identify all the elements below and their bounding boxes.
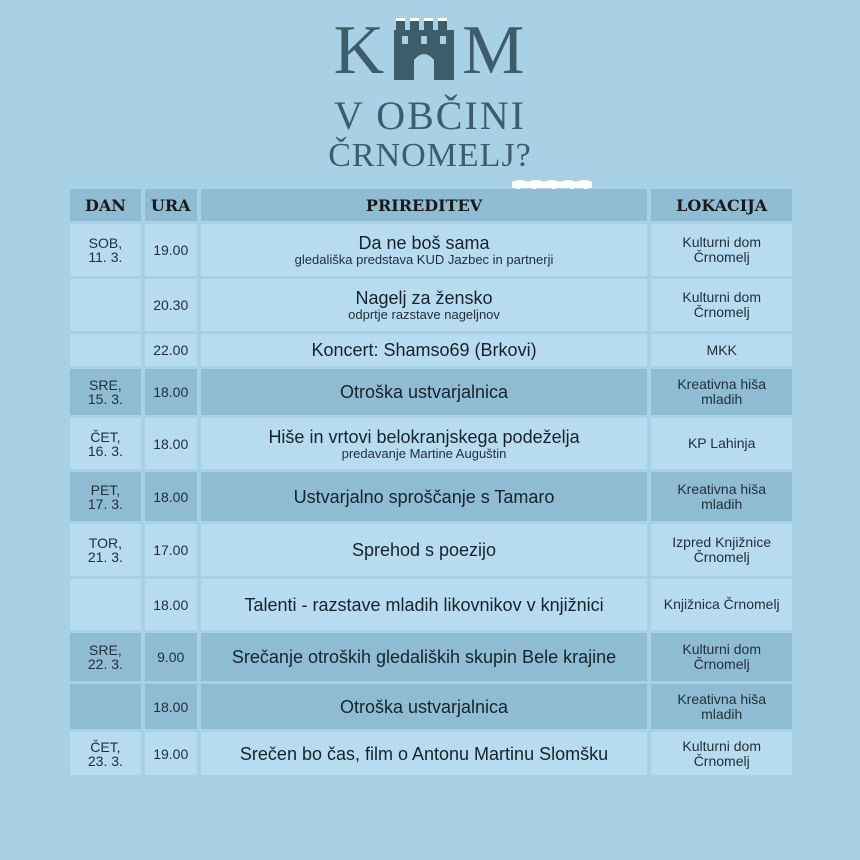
event-title: Ustvarjalno sproščanje s Tamaro — [293, 486, 555, 507]
cell-dan — [70, 579, 141, 630]
table-row — [70, 224, 792, 276]
cell-prireditev — [201, 279, 648, 331]
cell-ura: 17.00 — [145, 524, 197, 576]
cell-dan — [70, 684, 141, 729]
day-date: 17. 3. — [87, 495, 123, 512]
event-title: Otroška ustvarjalnica — [339, 696, 509, 717]
cell-lokacija: Kreativna hiša mladih — [651, 684, 792, 729]
table-row — [70, 524, 792, 576]
cell-lokacija: Kreativna hiša mladih — [651, 369, 792, 415]
day-date: 11. 3. — [88, 249, 123, 265]
cell-prireditev — [201, 472, 648, 521]
cell-ura: 19.00 — [145, 732, 197, 775]
cell-prireditev — [201, 732, 648, 775]
cell-prireditev — [201, 224, 648, 276]
cell-ura: 18.00 — [145, 472, 197, 521]
event-subtitle: predavanje Martine Auguštin — [341, 445, 507, 461]
cell-lokacija: Kreativna hiša mladih — [651, 472, 792, 521]
table-row — [70, 732, 792, 775]
cell-lokacija: MKK — [651, 334, 792, 366]
page-title-kam — [0, 12, 860, 89]
cell-prireditev — [201, 418, 648, 469]
event-title: Srečen bo čas, film o Antonu Martinu Slomšku — [239, 743, 609, 764]
cell-dan — [70, 418, 141, 469]
cell-lokacija: KP Lahinja — [651, 418, 792, 469]
cell-dan — [70, 279, 141, 331]
column-header-dan: DAN — [70, 189, 141, 221]
cell-ura: 19.00 — [145, 224, 197, 276]
table-header-row — [70, 189, 792, 221]
column-header-ura: URA — [145, 189, 197, 221]
event-title: Da ne boš sama — [358, 233, 490, 253]
day-date: 21. 3. — [87, 549, 123, 565]
event-title: Sprehod s poezijo — [351, 540, 497, 560]
cell-dan — [70, 334, 141, 366]
day-date: 16. 3. — [87, 442, 123, 459]
castle-tower-icon — [392, 18, 456, 80]
day-name: PET, — [90, 481, 121, 498]
day-name: ČET, — [90, 738, 121, 755]
cell-lokacija: Kulturni dom Črnomelj — [651, 732, 792, 775]
cell-ura: 22.00 — [145, 334, 197, 366]
cell-ura: 9.00 — [145, 633, 197, 681]
table-row — [70, 684, 792, 729]
event-subtitle: gledališka predstava KUD Jazbec in partnerji — [294, 252, 554, 267]
day-name: TOR, — [88, 535, 122, 551]
cell-lokacija: Kulturni dom Črnomelj — [651, 224, 792, 276]
cell-prireditev — [201, 633, 648, 681]
column-header-lokacija: LOKACIJA — [651, 189, 792, 221]
title-letter-k: K — [333, 12, 387, 89]
event-title: Srečanje otroških gledaliških skupin Bele krajine — [231, 647, 617, 667]
event-title: Nagelj za žensko — [355, 288, 493, 308]
cell-dan — [70, 524, 141, 576]
day-name: ČET, — [90, 428, 121, 445]
cell-ura: 18.00 — [145, 684, 197, 729]
day-date: 15. 3. — [87, 391, 123, 407]
cell-dan — [70, 472, 141, 521]
cell-dan — [70, 732, 141, 775]
page-title-line3: ČRNOMELJ? — [328, 137, 532, 174]
table-row — [70, 334, 792, 366]
cell-ura: 18.00 — [145, 418, 197, 469]
cell-dan — [70, 369, 141, 415]
cell-lokacija: Knjižnica Črnomelj — [651, 579, 792, 630]
day-name: SOB, — [88, 235, 123, 251]
table-row — [70, 633, 792, 681]
event-title: Otroška ustvarjalnica — [339, 382, 509, 402]
cell-ura: 18.00 — [145, 369, 197, 415]
cell-prireditev — [201, 684, 648, 729]
table-row — [70, 579, 792, 630]
day-name: SRE, — [89, 377, 122, 393]
cell-dan — [70, 224, 141, 276]
cell-prireditev — [201, 369, 648, 415]
page-header — [0, 14, 860, 174]
day-date: 23. 3. — [87, 752, 123, 769]
event-title: Hiše in vrtovi belokranjskega podeželja — [268, 426, 580, 447]
cell-lokacija: Kulturni dom Črnomelj — [651, 279, 792, 331]
events-table — [70, 189, 792, 778]
event-title: Talenti - razstave mladih likovnikov v knjižnici — [244, 594, 604, 615]
cell-prireditev — [201, 579, 648, 630]
cell-dan — [70, 633, 141, 681]
table-row — [70, 418, 792, 469]
cell-lokacija: Kulturni dom Črnomelj — [651, 633, 792, 681]
cell-prireditev — [201, 524, 648, 576]
cell-ura: 20.30 — [145, 279, 197, 331]
table-row — [70, 279, 792, 331]
day-date: 22. 3. — [87, 656, 123, 672]
day-name: SRE, — [89, 642, 122, 658]
table-body — [70, 224, 792, 775]
event-title: Koncert: Shamso69 (Brkovi) — [311, 340, 537, 360]
cell-ura: 18.00 — [145, 579, 197, 630]
title-letter-m: M — [462, 12, 527, 89]
column-header-prireditev: PRIREDITEV — [201, 189, 648, 221]
table-row — [70, 369, 792, 415]
event-subtitle: odprtje razstave nageljnov — [348, 307, 500, 322]
table-row — [70, 472, 792, 521]
page-title-line2: V OBČINI — [334, 93, 526, 138]
cell-prireditev — [201, 334, 648, 366]
cell-lokacija: Izpred Knjižnice Črnomelj — [651, 524, 792, 576]
